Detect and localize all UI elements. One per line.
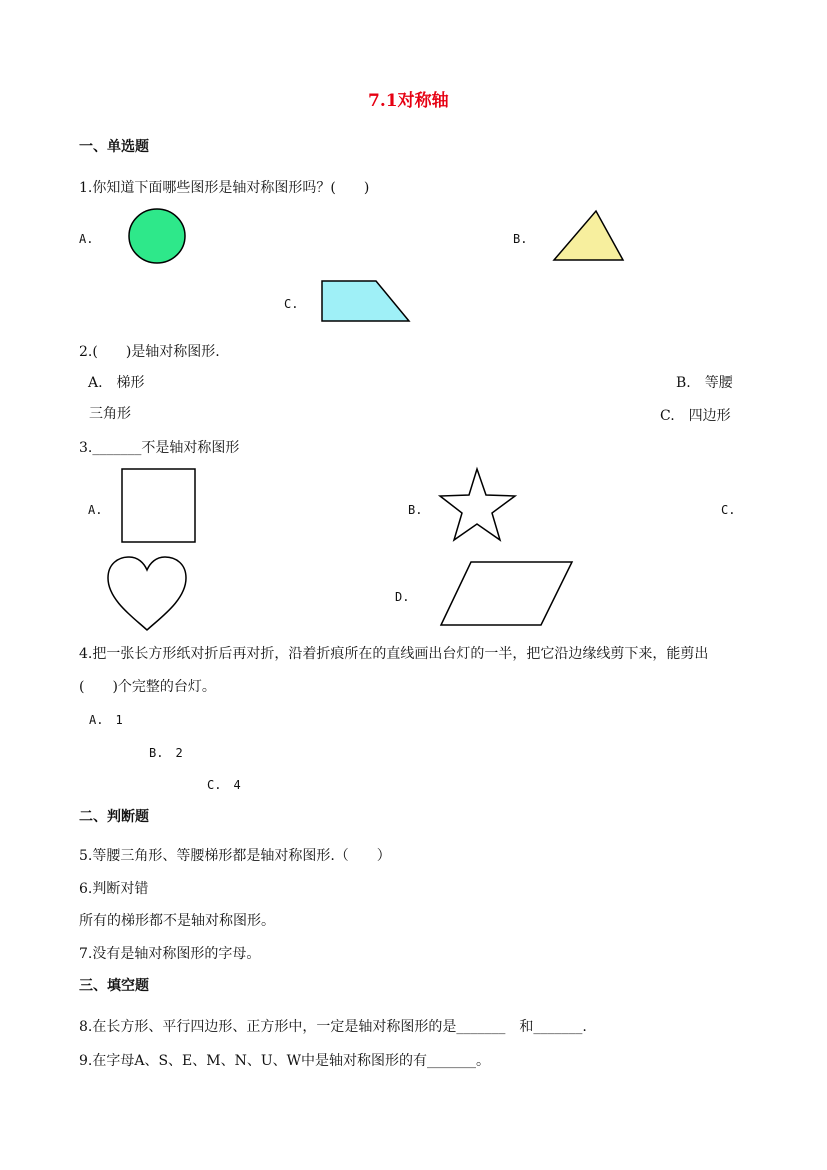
question-1-text: 1.你知道下面哪些图形是轴对称图形吗？( ) — [79, 180, 370, 196]
q3-option-c-label: C. — [721, 503, 736, 517]
q3-star-figure — [439, 468, 517, 542]
section-heading-fill: 三、填空题 — [79, 978, 149, 994]
q2-option-a: A. 梯形 — [88, 375, 145, 391]
question-8-text: 8.在长方形、平行四边形、正方形中，一定是轴对称图形的是_______ 和_______. — [79, 1019, 587, 1035]
q3-parallelogram-figure — [440, 561, 574, 627]
q2-option-b-continued: 三角形 — [89, 406, 131, 422]
q1-option-c-label: C. — [284, 297, 299, 311]
question-7-text: 7.没有是轴对称图形的字母。 — [79, 946, 261, 962]
q1-option-a-label: A. — [79, 232, 94, 246]
section-heading-choice: 一、单选题 — [79, 139, 149, 155]
section-heading-judge: 二、判断题 — [79, 809, 149, 825]
q2-option-c: C. 四边形 — [660, 408, 731, 424]
q2-option-b: B. 等腰 — [676, 375, 733, 391]
q1-green-circle-figure — [128, 208, 186, 264]
q3-square-figure — [121, 468, 197, 544]
question-4-text-line-1: 4.把一张长方形纸对折后再对折，沿着折痕所在的直线画出台灯的一半，把它沿边缘线剪下来，能剪出 — [79, 646, 709, 662]
q4-option-c: C. 4 — [207, 778, 241, 792]
q3-heart-figure — [106, 556, 188, 632]
question-6-text-line-1: 6.判断对错 — [79, 881, 149, 897]
q3-option-b-label: B. — [408, 503, 423, 517]
q4-option-a: A. 1 — [89, 713, 123, 727]
q1-cyan-trapezoid-figure — [321, 280, 411, 323]
q4-option-b: B. 2 — [149, 746, 183, 760]
question-5-text: 5.等腰三角形、等腰梯形都是轴对称图形.（ ） — [79, 848, 391, 864]
q1-option-b-label: B. — [513, 232, 528, 246]
page-title: 7.1对称轴 — [368, 91, 449, 111]
question-2-text: 2.( )是轴对称图形. — [79, 344, 220, 360]
q3-option-d-label: D. — [395, 590, 410, 604]
question-3-text: 3._______不是轴对称图形 — [79, 440, 240, 456]
question-9-text: 9.在字母A、S、E、M、N、U、W中是轴对称图形的有_______。 — [79, 1053, 491, 1069]
q3-option-a-label: A. — [88, 503, 103, 517]
q1-yellow-triangle-figure — [553, 210, 625, 262]
question-6-text-line-2: 所有的梯形都不是轴对称图形。 — [79, 913, 275, 929]
question-4-text-line-2: ( )个完整的台灯。 — [79, 679, 216, 695]
